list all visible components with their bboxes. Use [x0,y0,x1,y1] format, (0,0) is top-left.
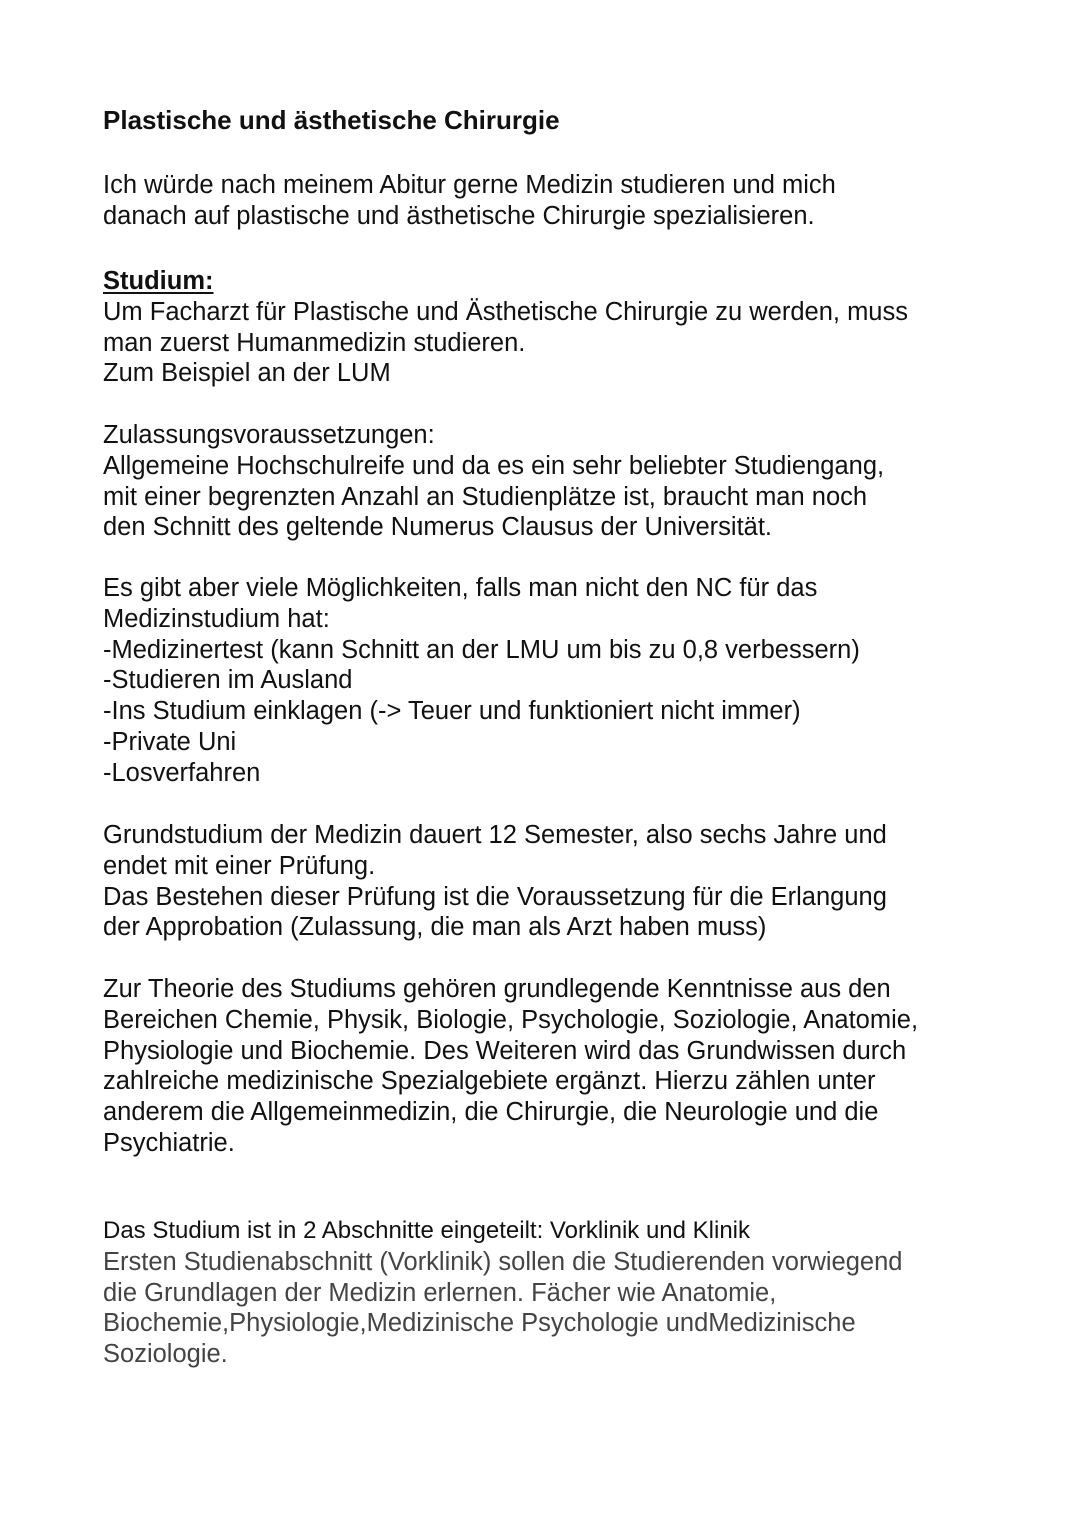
abschnitte-paragraph [103,1216,902,1370]
studium-heading: Studium: [103,267,214,295]
abschnitte-line: die Grundlagen der Medizin erlernen. Fächer wie Anatomie, [103,1278,777,1307]
moeglichkeiten-line: Medizinstudium hat: [103,604,330,633]
studium-line: Zum Beispiel an der LUM [103,359,391,388]
grundstudium-line: der Approbation (Zulassung, die man als Arzt haben muss) [103,913,767,942]
list-item: -Ins Studium einklagen (-> Teuer und funktioniert nicht immer) [103,697,801,726]
zulassung-paragraph [103,420,884,543]
studium-section [103,266,908,389]
grundstudium-line: endet mit einer Prüfung. [103,851,376,880]
grundstudium-paragraph [103,820,887,943]
abschnitte-line: Biochemie,Physiologie,Medizinische Psychologie undMedizinische [103,1309,856,1338]
document-title: Plastische und ästhetische Chirurgie [103,105,560,135]
list-item: -Losverfahren [103,758,261,787]
moeglichkeiten-paragraph [103,573,860,789]
list-item: -Private Uni [103,727,237,756]
list-item: -Medizinertest (kann Schnitt an der LMU um bis zu 0,8 verbessern) [103,635,860,664]
abschnitte-line: Das Studium ist in 2 Abschnitte eingeteilt: Vorklinik und Klinik [103,1217,751,1244]
zulassung-line: Allgemeine Hochschulreife und da es ein sehr beliebter Studiengang, [103,451,885,480]
zulassung-line: mit einer begrenzten Anzahl an Studienplätze ist, braucht man noch [103,482,868,511]
intro-line: danach auf plastische und ästhetische Chirurgie spezialisieren. [103,201,815,230]
studium-line: Um Facharzt für Plastische und Ästhetische Chirurgie zu werden, muss [103,297,908,326]
theorie-line: anderem die Allgemeinmedizin, die Chirurgie, die Neurologie und die [103,1098,879,1127]
abschnitte-line: Ersten Studienabschnitt (Vorklinik) sollen die Studierenden vorwiegend [103,1247,903,1276]
moeglichkeiten-line: Es gibt aber viele Möglichkeiten, falls man nicht den NC für das [103,574,818,602]
theorie-line: Physiologie und Biochemie. Des Weiteren wird das Grundwissen durch [103,1036,907,1065]
grundstudium-line: Grundstudium der Medizin dauert 12 Semester, also sechs Jahre und [103,821,887,849]
zulassung-line: Zulassungsvoraussetzungen: [103,421,435,449]
intro-line: Ich würde nach meinem Abitur gerne Medizin studieren und mich [103,171,836,199]
theorie-line: zahlreiche medizinische Spezialgebiete ergänzt. Hierzu zählen unter [103,1067,876,1096]
theorie-paragraph [103,974,918,1159]
grundstudium-line: Das Bestehen dieser Prüfung ist die Voraussetzung für die Erlangung [103,882,887,911]
theorie-line: Zur Theorie des Studiums gehören grundlegende Kenntnisse aus den [103,975,891,1003]
theorie-line: Psychiatrie. [103,1128,235,1157]
abschnitte-line: Soziologie. [103,1340,228,1369]
intro-paragraph [103,170,836,232]
list-item: -Studieren im Ausland [103,666,353,695]
zulassung-line: den Schnitt des geltende Numerus Clausus der Universität. [103,513,773,542]
theorie-line: Bereichen Chemie, Physik, Biologie, Psychologie, Soziologie, Anatomie, [103,1005,919,1034]
studium-line: man zuerst Humanmedizin studieren. [103,328,526,357]
